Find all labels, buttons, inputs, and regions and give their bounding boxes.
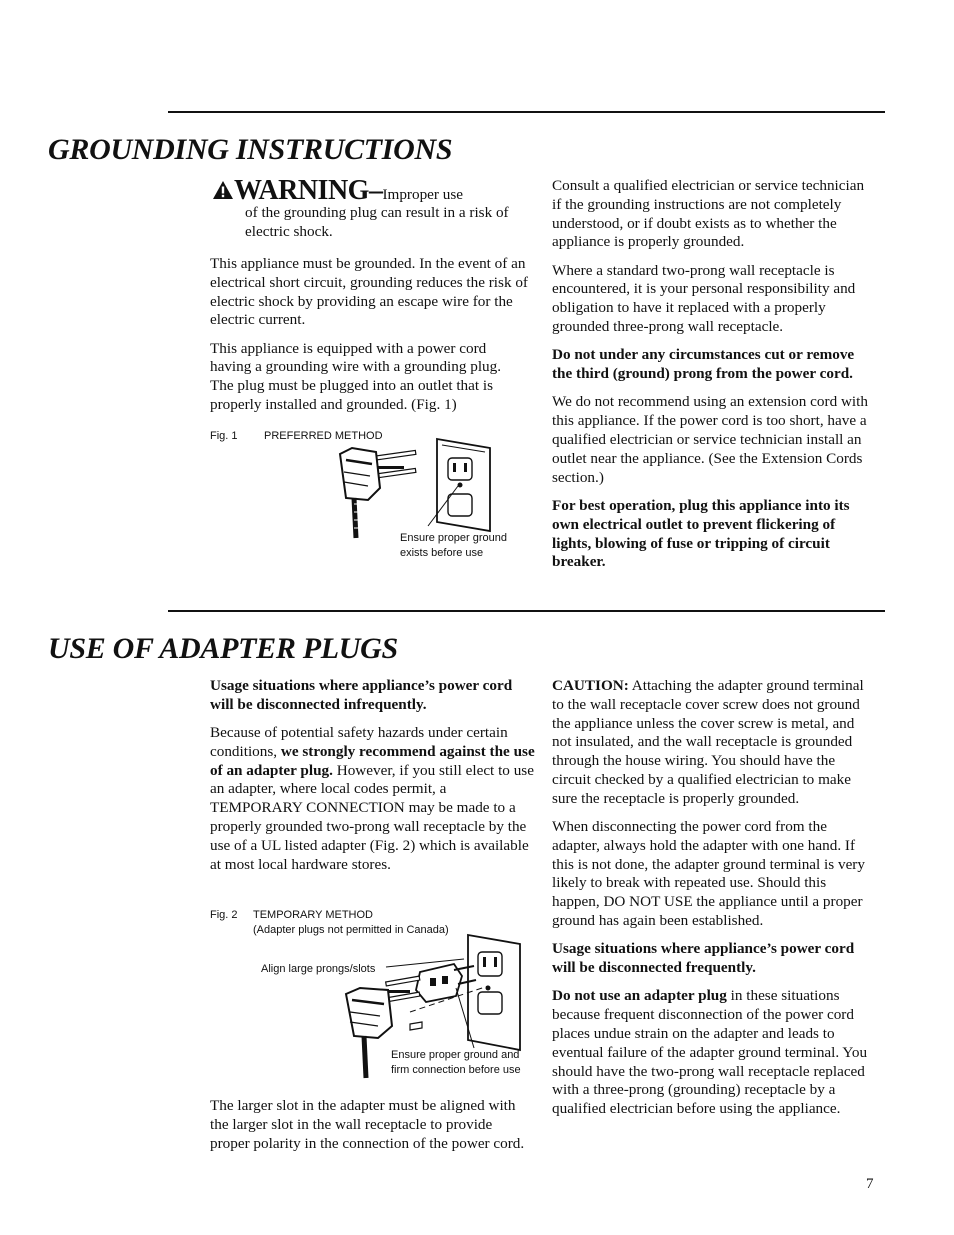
fig2-caption-title: TEMPORARY METHOD: [253, 909, 373, 921]
grounding-left-column: [210, 255, 528, 424]
fig2-align-label: Align large prongs/slots: [261, 963, 376, 975]
ground-prong-warning: Do not under any circumstances cut or remove the third (ground) prong from the power cord.: [552, 346, 855, 383]
extension-cord-paragraph: We do not recommend using an extension cord with this appliance. If the power cord is too short, have a qualified electrician or service technician install an outlet near the appliance. (See the Extension Cords section.): [552, 393, 868, 486]
disconnect-paragraph: When disconnecting the power cord from the adapter, always hold the adapter with one hand. If this is not done, the adapter ground terminal is very likely to break with repeated use. Should this happen, DO NOT USE the appliance until a proper ground has again been established.: [552, 818, 865, 930]
adapter-warning-paragraph: [210, 724, 535, 874]
grounding-paragraph: Where a standard two-prong wall receptacle is encountered, it is your personal responsibility and obligation to have it replaced with a properly grounded three-prong wall receptacle.: [552, 261, 856, 336]
adapter-left-column: [210, 677, 535, 884]
fig2-callout-line1: Ensure proper ground and: [391, 1049, 520, 1061]
infrequent-disconnect-heading: Usage situations where appliance’s power cord will be disconnected infrequently.: [210, 677, 513, 713]
caution-paragraph: [552, 677, 877, 809]
warning-text-rest: of the grounding plug can result in a risk of electric shock.: [245, 204, 509, 240]
warning-heading: WARNING–: [234, 175, 383, 206]
page-number: 7: [866, 1176, 874, 1192]
fig2-callout-line2: firm connection before use: [391, 1064, 521, 1076]
adapter-text: However, if you still elect to use an adapter, where local codes permit, a TEMPORARY CONNECTION may be made to a properly grounded two-prong wall receptacle by the use of a UL listed adapter (Fig. 2) which is available at most local hardware stores.: [210, 761, 534, 873]
adapter-text: Because of potential safety hazards under certain conditions,: [210, 724, 508, 760]
caution-text: Attaching the adapter ground terminal to the wall receptacle cover screw does not ground the appliance unless the cover screw is metal, and not insulated, and the wall receptacle is grounded through the house wiring. You should have the circuit checked by a qualified electrician to make sure the receptacle is properly grounded.: [552, 677, 864, 807]
polarity-paragraph: The larger slot in the adapter must be aligned with the larger slot in the wall receptacle to provide proper polarity in the connection of the power cord.: [210, 1097, 525, 1152]
warning-triangle-icon: [212, 180, 234, 200]
fig2-number: Fig. 2: [210, 909, 238, 921]
final-paragraph: [552, 987, 877, 1119]
section-rule-adapter: [168, 610, 885, 612]
no-adapter-bold: Do not use an adapter plug: [552, 987, 727, 1005]
adapter-recommend-bold: we strongly recommend against the use of an adapter plug.: [210, 742, 535, 779]
fig1-caption: PREFERRED METHOD: [264, 430, 383, 442]
fig1-grounding-plug-illustration: [332, 436, 502, 546]
dedicated-outlet-note: For best operation, plug this appliance into its own electrical outlet to prevent flickering of lights, blowing of fuse or tripping of circuit breaker.: [552, 496, 850, 571]
frequent-disconnect-heading: Usage situations where appliance’s power cord will be disconnected frequently.: [552, 940, 855, 977]
grounding-paragraph: This appliance must be grounded. In the event of an electrical short circuit, grounding reduces the risk of electric shock by providing an escape wire for the electric current.: [210, 255, 528, 329]
section-title-adapter-plugs: USE OF ADAPTER PLUGS: [48, 632, 398, 665]
section-title-grounding: GROUNDING INSTRUCTIONS: [48, 133, 453, 166]
fig2-callout: [391, 1048, 521, 1078]
caution-label: CAUTION:: [552, 677, 629, 694]
fig2-caption-note: (Adapter plugs not permitted in Canada): [253, 924, 449, 936]
fig1-number: Fig. 1: [210, 430, 238, 442]
grounding-paragraph: Consult a qualified electrician or service technician if the grounding instructions are not completely understood, or if doubt exists as to whether the appliance is properly grounded.: [552, 177, 865, 251]
warning-block: [212, 176, 530, 242]
section-rule-top: [168, 111, 885, 113]
final-text: in these situations because frequent disconnection of the power cord places undue strain on the adapter and leads to eventual failure of the adapter ground terminal. You should have the two-prong wall receptacle replaced with a three-prong (grounding) receptacle by a qualified electrician before using the appliance.: [552, 987, 868, 1118]
grounding-paragraph: This appliance is equipped with a power cord having a grounding wire with a grounding plug. The plug must be plugged into an outlet that is properly installed and grounded. (Fig. 1): [210, 339, 502, 414]
fig1-callout-line1: Ensure proper ground: [400, 532, 508, 544]
fig1-callout-line2: exists before use: [400, 547, 484, 559]
warning-text-start: Improper use: [382, 186, 464, 203]
grounding-right-column: [552, 177, 877, 582]
polarity-paragraph-block: [210, 1097, 535, 1163]
adapter-right-column: [552, 677, 877, 1129]
fig1-callout: [400, 531, 507, 561]
